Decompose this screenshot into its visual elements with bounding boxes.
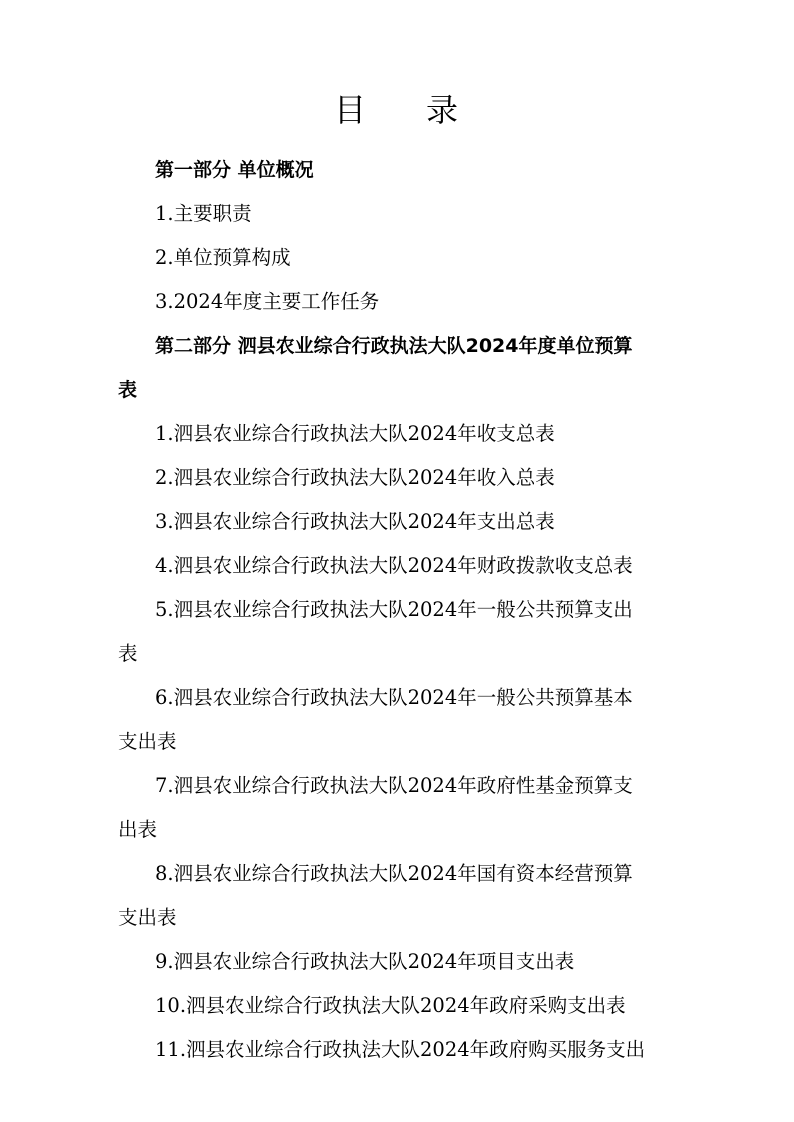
toc-item-continuation: 表 [118, 642, 138, 665]
part2-heading-line1: 第二部分 泗县农业综合行政执法大队2024年度单位预算 [155, 335, 633, 357]
toc-item: 3.2024年度主要工作任务 [155, 290, 380, 313]
part1-heading: 第一部分 单位概况 [155, 159, 314, 181]
page-title [0, 88, 794, 132]
toc-item: 10.泗县农业综合行政执法大队2024年政府采购支出表 [155, 994, 626, 1017]
toc-item: 2.泗县农业综合行政执法大队2024年收入总表 [155, 466, 555, 489]
table-of-contents [118, 148, 683, 1072]
toc-item: 8.泗县农业综合行政执法大队2024年国有资本经营预算 [155, 862, 633, 885]
toc-item-continuation: 支出表 [118, 730, 177, 753]
toc-item-continuation: 支出表 [118, 906, 177, 929]
toc-item-continuation: 出表 [118, 818, 158, 841]
toc-item: 1.泗县农业综合行政执法大队2024年收支总表 [155, 422, 555, 445]
toc-item: 7.泗县农业综合行政执法大队2024年政府性基金预算支 [155, 774, 633, 797]
title-char-1: 目 [333, 91, 368, 129]
toc-item: 2.单位预算构成 [155, 246, 291, 269]
toc-item: 5.泗县农业综合行政执法大队2024年一般公共预算支出 [155, 598, 633, 621]
toc-item: 11.泗县农业综合行政执法大队2024年政府购买服务支出 [155, 1038, 646, 1061]
toc-item: 4.泗县农业综合行政执法大队2024年财政拨款收支总表 [155, 554, 633, 577]
toc-item: 9.泗县农业综合行政执法大队2024年项目支出表 [155, 950, 575, 973]
toc-item: 3.泗县农业综合行政执法大队2024年支出总表 [155, 510, 555, 533]
toc-item: 6.泗县农业综合行政执法大队2024年一般公共预算基本 [155, 686, 633, 709]
part2-heading-line2: 表 [118, 379, 138, 401]
title-char-2: 录 [426, 91, 461, 129]
toc-item: 1.主要职责 [155, 202, 252, 225]
